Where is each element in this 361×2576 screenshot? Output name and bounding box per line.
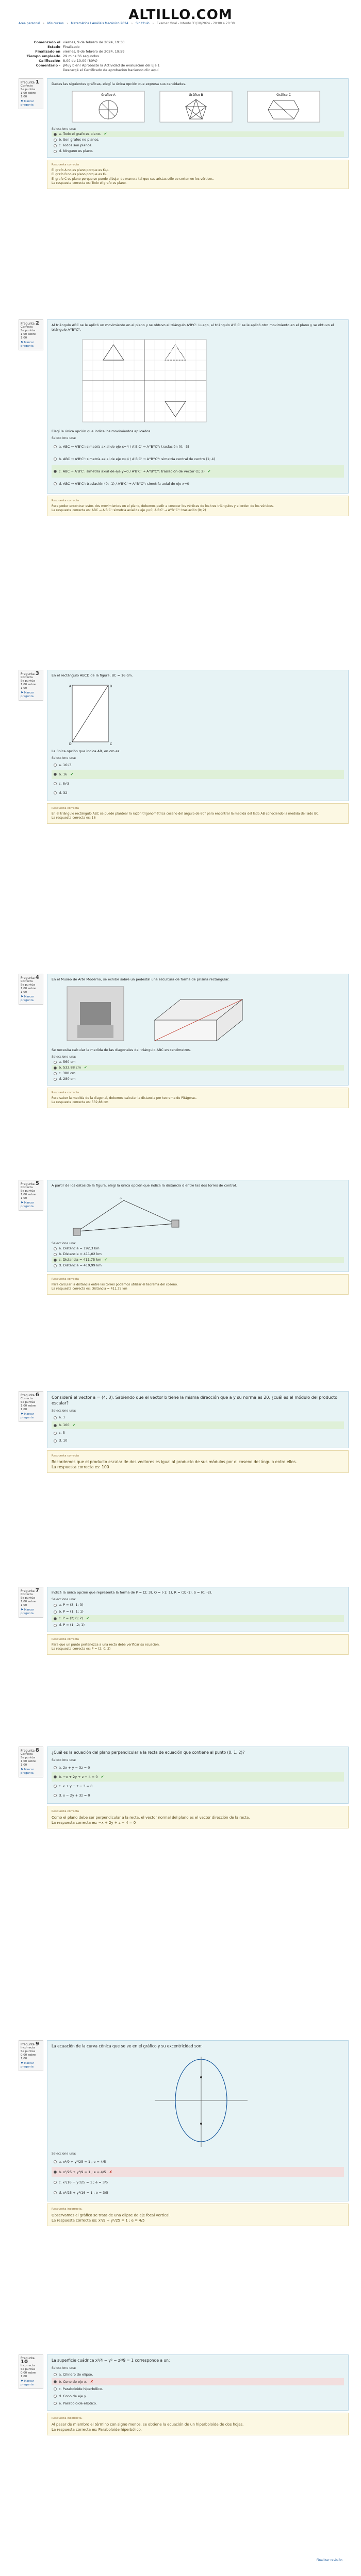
question-text: En el rectángulo ABCD de la figura, BC = 16 cm. bbox=[52, 673, 133, 677]
question-score: Se puntúa 1,00 sobre 1,00 bbox=[21, 680, 36, 690]
question-info bbox=[19, 1587, 43, 1618]
answers-title: Seleccione una: bbox=[52, 1758, 76, 1762]
summary-value: Finalizado bbox=[63, 45, 80, 49]
summary-key: Calificación bbox=[39, 59, 60, 63]
correct-answer-text: La respuesta correcta es: Distancia = 411,75 km bbox=[52, 1287, 127, 1291]
answer-option[interactable]: b. −x + 2y + z − 4 = 0 ✔ bbox=[52, 1772, 344, 1782]
answer-option[interactable]: d. x − 2y + 3z = 0 bbox=[52, 1791, 344, 1800]
triangles-grid-figure bbox=[52, 334, 340, 427]
question-text: La superficie cuádrica x²/4 − y² − z²/9 = 1 corresponde a un: bbox=[52, 2358, 170, 2363]
feedback-text: El grafo A no es plano porque es K₃,₃. bbox=[52, 168, 109, 172]
question-info bbox=[19, 2040, 43, 2071]
answers-title: Seleccione una: bbox=[52, 2366, 76, 2370]
graph-a-label: Gráfico A bbox=[101, 93, 116, 97]
question-info bbox=[19, 319, 43, 350]
summary-value: viernes, 9 de febrero de 2024, 19:59 bbox=[63, 49, 125, 54]
question-text: Indicá la única opción que representa la forma de P = (2; 3), Q = (-1; 1), R = (3; -1), S = (0; -2). bbox=[52, 1590, 212, 1595]
question-number: Pregunta 1 bbox=[21, 79, 39, 85]
check-icon: ✔ bbox=[72, 1423, 76, 1427]
flag-question-button[interactable]: ⚑ Marcar pregunta bbox=[21, 1201, 34, 1208]
question-number: Pregunta 9 bbox=[21, 2041, 39, 2047]
cross-icon: ✘ bbox=[90, 2379, 93, 2384]
question-info bbox=[19, 2354, 43, 2389]
answer-option[interactable]: c. x + y + z − 3 = 0 bbox=[52, 1782, 344, 1791]
breadcrumb: Área personal › Mis cursos › Matemática I Análisis Mecánico 2024 › Sin título › Examen final - Intento 31/10/2024 - 20:00 a 20:30 bbox=[19, 22, 235, 25]
question-status: Correcta bbox=[21, 1593, 33, 1596]
breadcrumb-item-courses[interactable]: Mis cursos bbox=[47, 22, 64, 25]
answers-title: Seleccione una: bbox=[52, 1409, 76, 1413]
feedback-text: Para saber la medida de la diagonal, debemos calcular la distancia por teorema de Pitágoras. bbox=[52, 1096, 197, 1100]
answer-option[interactable]: b. P = (1; 1; 1) bbox=[52, 1608, 344, 1615]
answer-option[interactable]: b. Distancia = 411,02 km bbox=[52, 1251, 344, 1257]
question-number: Pregunta 4 bbox=[21, 975, 39, 980]
svg-text:A: A bbox=[69, 685, 72, 688]
flag-question-button[interactable]: ⚑ Marcar pregunta bbox=[21, 2062, 34, 2069]
summary-row bbox=[19, 54, 349, 59]
flag-question-button[interactable]: ⚑ Marcar pregunta bbox=[21, 1608, 34, 1615]
answer-option[interactable]: d. ABC → A'B'C': traslación (0; -1) / A'B'C' → A''B''C'': simetría axial de eje x=0 bbox=[52, 478, 344, 490]
feedback-title: Respuesta incorrecta. bbox=[52, 2417, 83, 2420]
graph-c-label: Gráfico C bbox=[276, 93, 291, 97]
answer-option[interactable]: d. 10 bbox=[52, 1437, 344, 1445]
question-status: Incorrecta bbox=[21, 2046, 35, 2049]
finish-review-link[interactable]: Finalizar revisión bbox=[316, 2558, 342, 2562]
feedback-title: Respuesta incorrecta. bbox=[52, 2208, 83, 2211]
question-status: Correcta bbox=[21, 1397, 33, 1400]
feedback-title: Respuesta correcta bbox=[52, 1278, 79, 1281]
summary-value: ¡Muy bien! Aprobaste la Actividad de evaluación del Eje 1 bbox=[63, 63, 160, 67]
question-content bbox=[47, 670, 349, 801]
site-logo[interactable]: ALTILLO.COM bbox=[128, 7, 233, 23]
question-number: Pregunta 6 bbox=[21, 1392, 39, 1398]
rectangle-figure bbox=[52, 680, 340, 747]
flag-question-button[interactable]: ⚑ Marcar pregunta bbox=[21, 341, 34, 348]
feedback-text: Para calcular la distancia entre las torres podemos utilizar el teorema del coseno. bbox=[52, 1282, 178, 1286]
svg-text:✈: ✈ bbox=[120, 1197, 123, 1200]
answer-option[interactable]: b. Cono de eje x. ✘ bbox=[52, 2378, 344, 2385]
question-feedback bbox=[47, 803, 349, 824]
answer-option[interactable]: c. Distancia = 411,75 km ✔ bbox=[52, 1257, 344, 1263]
correct-answer-text: La respuesta correcta es: P = (2; 0; 2) bbox=[52, 1647, 111, 1651]
summary-row bbox=[19, 63, 349, 68]
question-feedback bbox=[47, 496, 349, 516]
question-content bbox=[47, 1391, 349, 1448]
question-status: Correcta bbox=[21, 1186, 33, 1189]
feedback-text: En el triángulo rectángulo ABC se puede plantear la razón trigonométrica coseno del ángulo de 60° para encontrar la medida del lado AB conociendo la medida del lado BC. bbox=[52, 811, 320, 816]
towers-figure bbox=[52, 1190, 340, 1239]
breadcrumb-item-home[interactable]: Área personal bbox=[19, 22, 40, 25]
answer-option[interactable]: c. Todos son planos. bbox=[52, 143, 344, 148]
check-icon: ✔ bbox=[70, 772, 74, 776]
feedback-title: Respuesta correcta bbox=[52, 499, 79, 502]
answer-option[interactable]: c. 8√3 bbox=[52, 779, 344, 788]
question-score: Se puntúa 1,00 sobre 1,00 bbox=[21, 1597, 36, 1607]
question-feedback bbox=[47, 1274, 349, 1295]
question-score: Se puntúa 0,00 sobre 1,00 bbox=[21, 2368, 36, 2378]
summary-key: Comentario - bbox=[36, 63, 60, 67]
question-status: Correcta bbox=[21, 1753, 33, 1756]
answer-option[interactable]: b. x²/25 + y²/9 = 1 ; e = 4/5 ✘ bbox=[52, 2167, 344, 2177]
summary-key: Estado bbox=[47, 45, 60, 49]
question-subtext: Elegí la única opción que indica los movimientos aplicados. bbox=[52, 429, 152, 433]
question-status: Correcta bbox=[21, 980, 33, 983]
flag-question-button[interactable]: ⚑ Marcar pregunta bbox=[21, 2380, 34, 2386]
answer-option[interactable]: b. Son grafos no planos. bbox=[52, 137, 344, 143]
answer-option[interactable]: a. 16√3 bbox=[52, 760, 344, 770]
cross-icon: ✘ bbox=[109, 2170, 112, 2174]
answer-option[interactable]: a. P = (3; 1; 3) bbox=[52, 1602, 344, 1608]
summary-row bbox=[19, 45, 349, 49]
question-feedback bbox=[47, 2413, 349, 2435]
summary-value: 8,00 de 10,00 (80%) bbox=[63, 59, 97, 63]
breadcrumb-item-course[interactable]: Matemática I Análisis Mecánico 2024 bbox=[71, 22, 128, 25]
question-info bbox=[19, 974, 43, 1005]
answer-option[interactable]: d. Distancia = 419,99 km bbox=[52, 1263, 344, 1268]
question-text: ¿Cuál es la ecuación del plano perpendicular a la recta de ecuación que contiene al punto (0, 1, 2)? bbox=[52, 1750, 245, 1755]
certificate-link[interactable]: Descargá el Certificado de aprobación haciendo clic aquí bbox=[63, 68, 159, 72]
question-content bbox=[47, 1180, 349, 1272]
question-text: Al triángulo ABC se le aplicó un movimiento en el plano y se obtuvo el triángulo A'B'C'. Luego, al triángulo A'B'C' se le aplicó otro movimiento en el plano y se obtuvo el triángulo A''B''C''. bbox=[52, 323, 334, 332]
question-number: Pregunta 5 bbox=[21, 1181, 39, 1187]
answer-option[interactable]: a. Cilindro de elipse. bbox=[52, 2371, 344, 2378]
question-number: Pregunta 3 bbox=[21, 671, 39, 676]
feedback-text: Para que un punto pertenezca a una recta debe verificar su ecuación. bbox=[52, 1642, 160, 1647]
summary-row bbox=[19, 49, 349, 54]
answer-option[interactable]: b. 100 ✔ bbox=[52, 1421, 344, 1429]
answer-option[interactable]: a. Distancia = 192,3 km bbox=[52, 1246, 344, 1251]
feedback-title: Respuesta correcta bbox=[52, 1091, 79, 1094]
feedback-text: El grafo C es plano porque se puede dibujar de manera tal que sus aristas sólo se corten en los vértices. bbox=[52, 177, 214, 181]
summary-key: Finalizado en bbox=[35, 49, 60, 54]
graph-b-label: Gráfico B bbox=[189, 93, 203, 97]
question-content bbox=[47, 1747, 349, 1804]
check-icon: ✔ bbox=[104, 132, 107, 136]
feedback-text: Para poder encontrar estos dos movimientos en el plano, debemos pedir a conocer los vértices de los tres triángulos y el orden de los vértices. bbox=[52, 504, 274, 508]
question-feedback bbox=[47, 1088, 349, 1108]
question-feedback bbox=[47, 1806, 349, 1828]
feedback-text: Al pasar de miembro el término con signo menos, se obtiene la ecuación de un hiperboloide de dos hojas. bbox=[52, 2422, 244, 2427]
answer-option[interactable]: d. 280 cm bbox=[52, 1076, 344, 1082]
question-info bbox=[19, 1747, 43, 1777]
answer-option[interactable]: c. ABC → A'B'C': simetría axial de eje y=0 / A'B'C' → A''B''C'': traslación de vector (1; 2) ✔ bbox=[52, 465, 344, 478]
answer-option[interactable]: c. Paraboloide hiperbólico. bbox=[52, 2385, 344, 2393]
flag-question-button[interactable]: ⚑ Marcar pregunta bbox=[21, 1413, 34, 1419]
question-feedback bbox=[47, 1634, 349, 1655]
check-icon: ✔ bbox=[101, 1774, 104, 1779]
summary-row bbox=[19, 59, 349, 63]
question-status: Incorrecta bbox=[21, 2364, 35, 2367]
check-icon: ✔ bbox=[86, 1616, 90, 1620]
answer-option[interactable]: d. P = (1; -2; 1) bbox=[52, 1622, 344, 1629]
question-score: Se puntúa 1,00 sobre 1,00 bbox=[21, 1756, 36, 1767]
question-text: A partir de los datos de la figura, elegí la única opción que indica la distancia d entre las dos torres de control. bbox=[52, 1183, 237, 1188]
summary-key: Comenzado el bbox=[34, 40, 60, 44]
question-content bbox=[47, 1587, 349, 1632]
site-header bbox=[0, 0, 361, 31]
question-feedback bbox=[47, 2204, 349, 2226]
answer-option[interactable]: b. 16 ✔ bbox=[52, 770, 344, 779]
answer-option[interactable]: d. Ninguno es plano. bbox=[52, 148, 344, 154]
answer-option[interactable]: c. x²/16 + y²/25 = 1 ; e = 3/5 bbox=[52, 2177, 344, 2188]
question-content bbox=[47, 2040, 349, 2201]
question-status: Correcta bbox=[21, 84, 33, 88]
feedback-text: El grafo B no es plano porque es K₅. bbox=[52, 173, 107, 176]
flag-question-button[interactable]: ⚑ Marcar pregunta bbox=[21, 691, 34, 698]
answer-option[interactable]: d. 32 bbox=[52, 788, 344, 798]
question-number: Pregunta 2 bbox=[21, 320, 39, 326]
question-text: La ecuación de la curva cónica que se ve en el gráfico y su excentricidad son: bbox=[52, 2044, 203, 2048]
question-info bbox=[19, 670, 43, 701]
correct-answer-text: La respuesta correcta es: 16 bbox=[52, 816, 96, 820]
answer-option[interactable]: d. x²/25 + y²/16 = 1 ; e = 3/5 bbox=[52, 2188, 344, 2198]
question-text: Considerá el vector a = (4; 3). Sabiendo que el vector b tiene la misma dirección que a y su norma es 20, ¿cuál es el módulo del producto escalar? bbox=[52, 1395, 338, 1405]
correct-answer-text: La respuesta correcta es: 532,88 cm bbox=[52, 1100, 108, 1104]
question-info bbox=[19, 78, 43, 109]
answers-title: Seleccione una: bbox=[52, 1055, 76, 1059]
correct-answer-text: La respuesta correcta es: −x + 2y + z − 4 = 0 bbox=[52, 1821, 136, 1825]
answer-option[interactable]: e. Paraboloide elíptico. bbox=[52, 2400, 344, 2407]
ellipse-figure bbox=[52, 2052, 340, 2149]
answer-option[interactable]: a. ABC → A'B'C': simetría axial de eje x=4 / A'B'C' → A''B''C'': traslación (0; -3) bbox=[52, 440, 344, 453]
correct-answer-text: La respuesta correcta es: 100 bbox=[52, 1465, 109, 1469]
svg-text:D: D bbox=[69, 742, 72, 746]
sculpture-figure bbox=[52, 984, 340, 1046]
feedback-text: Recordemos que el producto escalar de dos vectores es igual al producto de sus módulos por el coseno del ángulo entre ellos. bbox=[52, 1460, 297, 1464]
breadcrumb-item-current: Examen final - Intento 31/10/2024 - 20:00 a 20:30 bbox=[156, 22, 235, 25]
feedback-title: Respuesta correcta bbox=[52, 1638, 79, 1641]
summary-row bbox=[19, 40, 349, 45]
feedback-text: Observamos el gráfico se trata de una elipse de eje focal vertical. bbox=[52, 2213, 171, 2217]
svg-text:B: B bbox=[110, 685, 112, 688]
question-feedback bbox=[47, 1450, 349, 1473]
answer-option[interactable]: a. Todo el grafo es plano. ✔ bbox=[52, 131, 344, 137]
breadcrumb-item-section[interactable]: Sin título bbox=[135, 22, 150, 25]
answers-title: Seleccione una: bbox=[52, 127, 76, 131]
correct-answer-text: La respuesta correcta es: Paraboloide hiperbólico. bbox=[52, 2428, 142, 2432]
question-score: Se puntúa 1,00 sobre 1,00 bbox=[21, 1401, 36, 1411]
answer-option[interactable]: a. x²/9 + y²/25 = 1 ; e = 4/5 bbox=[52, 2157, 344, 2167]
question-feedback bbox=[47, 160, 349, 189]
summary-key: Tiempo empleado bbox=[26, 54, 60, 58]
summary-row bbox=[19, 68, 349, 73]
answers-title: Seleccione una: bbox=[52, 436, 76, 440]
answer-option[interactable]: a. 2x + y − 3z = 0 bbox=[52, 1763, 344, 1772]
flag-question-button[interactable]: ⚑ Marcar pregunta bbox=[21, 1768, 34, 1775]
question-content bbox=[47, 2354, 349, 2411]
answer-option[interactable]: c. P = (2; 0; 2) ✔ bbox=[52, 1615, 344, 1622]
check-icon: ✔ bbox=[84, 1065, 87, 1070]
question-content bbox=[47, 974, 349, 1086]
answer-option[interactable]: b. 532,88 cm ✔ bbox=[52, 1065, 344, 1071]
summary-value: viernes, 9 de febrero de 2024, 19:30 bbox=[63, 40, 125, 44]
answer-option[interactable]: a. 1 bbox=[52, 1414, 344, 1421]
question-number: Pregunta 10 bbox=[21, 2357, 35, 2365]
question-score: Se puntúa 1,00 sobre 1,00 bbox=[21, 329, 36, 340]
feedback-title: Respuesta correcta bbox=[52, 1810, 79, 1813]
question-subtext: La única opción que indica AB, en cm es: bbox=[52, 749, 121, 753]
answers-title: Seleccione una: bbox=[52, 2151, 76, 2156]
feedback-text: Como el plano debe ser perpendicular a la recta, el vector normal del plano es el vector dirección de la recta. bbox=[52, 1816, 250, 1820]
answer-option[interactable]: b. ABC → A'B'C': simetría axial de eje x=4 / A'B'C' → A''B''C'': simetría central de centro (1; 4) bbox=[52, 453, 344, 465]
summary-value: 29 mins 36 segundos bbox=[63, 54, 99, 58]
question-content bbox=[47, 319, 349, 494]
feedback-title: Respuesta correcta bbox=[52, 807, 79, 810]
answer-option[interactable]: d. Cono de eje y. bbox=[52, 2393, 344, 2400]
question-text: Dadas las siguientes gráficas, elegí la única opción que expresa sus cantidades. bbox=[52, 82, 186, 86]
svg-text:C: C bbox=[110, 742, 112, 746]
question-subtext: Se necesita calcular la medida de las diagonales del triángulo ABC en centímetros. bbox=[52, 1048, 191, 1052]
question-status: Correcta bbox=[21, 326, 33, 329]
answers-title: Seleccione una: bbox=[52, 1598, 76, 1601]
summary-key bbox=[19, 68, 63, 73]
correct-answer-text: La respuesta correcta es: x²/9 + y²/25 = 1 ; e = 4/5 bbox=[52, 2218, 145, 2223]
check-icon: ✔ bbox=[207, 469, 211, 473]
question-score: Se puntúa 1,00 sobre 1,00 bbox=[21, 984, 36, 994]
answer-option[interactable]: a. 560 cm bbox=[52, 1059, 344, 1065]
attempt-summary bbox=[19, 40, 349, 73]
check-icon: ✔ bbox=[104, 1258, 108, 1262]
question-score: Se puntúa 1,00 sobre 1,00 bbox=[21, 1190, 36, 1200]
flag-question-button[interactable]: ⚑ Marcar pregunta bbox=[21, 995, 34, 1002]
question-score: Se puntúa 0,00 sobre 1,00 bbox=[21, 2050, 36, 2060]
question-number: Pregunta 7 bbox=[21, 1588, 39, 1594]
question-score: Se puntúa 1,00 sobre 1,00 bbox=[21, 88, 36, 98]
question-content bbox=[47, 78, 349, 158]
answers-title: Seleccione una: bbox=[52, 1242, 76, 1245]
feedback-title: Respuesta correcta bbox=[52, 163, 79, 166]
answers-title: Seleccione una: bbox=[52, 756, 76, 760]
correct-answer-text: La respuesta correcta es: ABC → A'B'C': simetría axial de eje y=0; A'B'C' → A''B''C'': traslación (0; 2) bbox=[52, 509, 206, 512]
flag-question-button[interactable]: ⚑ Marcar pregunta bbox=[21, 100, 34, 107]
correct-answer-text: La respuesta correcta es: Todo el grafo es plano. bbox=[52, 181, 127, 185]
question-number: Pregunta 8 bbox=[21, 1748, 39, 1753]
question-status: Correcta bbox=[21, 676, 33, 679]
answer-option[interactable]: c. 5 bbox=[52, 1429, 344, 1437]
question-info bbox=[19, 1391, 43, 1422]
graphs-figure bbox=[52, 89, 340, 125]
question-text: En el Museo de Arte Moderno, se exhibe sobre un pedestal una escultura de forma de prisma rectangular. bbox=[52, 977, 229, 981]
question-info bbox=[19, 1180, 43, 1211]
answer-option[interactable]: c. 380 cm bbox=[52, 1071, 344, 1076]
feedback-title: Respuesta correcta bbox=[52, 1454, 79, 1458]
